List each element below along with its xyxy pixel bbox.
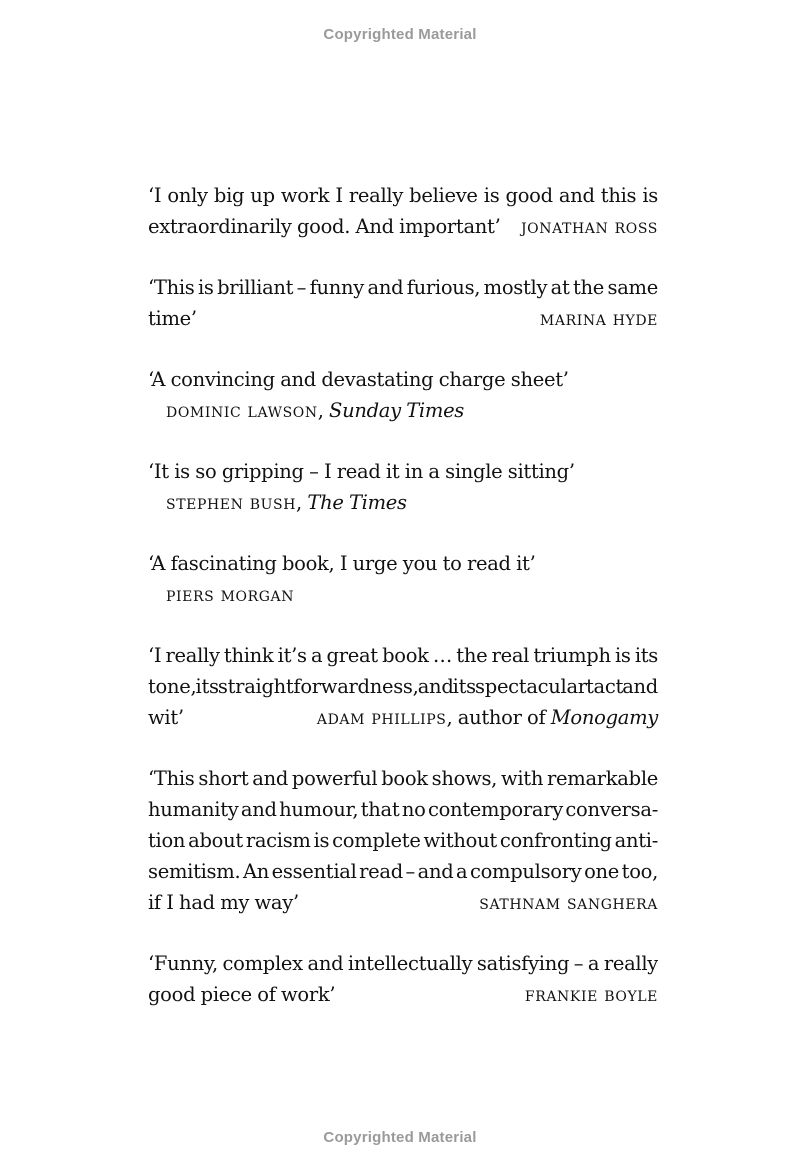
quote-line: ‘This short and powerful book shows, with remarkable bbox=[148, 767, 658, 790]
attribution-publication: The Times bbox=[307, 491, 407, 514]
praise-quotes bbox=[148, 180, 658, 1040]
quote-text: wit’ bbox=[148, 706, 184, 729]
blurb-stephen-bush bbox=[148, 456, 658, 518]
quote-text: ‘A convincing and devastating charge sheet’ bbox=[148, 368, 569, 391]
attribution-publication: Monogamy bbox=[550, 706, 658, 729]
attribution-name: marina hyde bbox=[539, 307, 658, 330]
blurb-piers-morgan bbox=[148, 548, 658, 610]
quote-text: if I had my way’ bbox=[148, 891, 299, 914]
quote-line: tone, its straightforwardness, and its spectacular tact and bbox=[148, 675, 658, 698]
blurb-dominic-lawson bbox=[148, 364, 658, 426]
quote-text: good piece of work’ bbox=[148, 983, 336, 1006]
quote-last-line bbox=[148, 211, 658, 242]
attribution bbox=[166, 487, 658, 518]
blurb-marina-hyde bbox=[148, 272, 658, 334]
quote-line: tion about racism is complete without confronting anti- bbox=[148, 829, 658, 852]
quote-last-line bbox=[148, 702, 658, 733]
attribution-name: adam phillips bbox=[316, 706, 447, 729]
attribution-separator: , author of bbox=[446, 706, 551, 729]
attribution-name: sathnam sanghera bbox=[479, 891, 658, 914]
blurb-adam-phillips bbox=[148, 640, 658, 733]
attribution-publication: Sunday Times bbox=[329, 399, 465, 422]
attribution-name: frankie boyle bbox=[524, 983, 658, 1006]
quote-last-line bbox=[148, 303, 658, 334]
attribution-name: stephen bush bbox=[166, 491, 297, 514]
quote-text: extraordinarily good. And important’ bbox=[148, 215, 501, 238]
quote-line: semitism. An essential read – and a compulsory one too, bbox=[148, 860, 658, 883]
copyright-watermark-top: Copyrighted Material bbox=[323, 26, 477, 43]
attribution-name: jonathan ross bbox=[520, 215, 658, 238]
attribution-separator: , bbox=[317, 399, 330, 422]
blurb-sathnam-sanghera bbox=[148, 763, 658, 918]
copyright-watermark-bottom: Copyrighted Material bbox=[323, 1129, 477, 1146]
quote-text: ‘A fascinating book, I urge you to read it’ bbox=[148, 552, 536, 575]
blurb-jonathan-ross bbox=[148, 180, 658, 242]
attribution bbox=[317, 702, 658, 733]
attribution bbox=[166, 579, 658, 610]
quote-last-line bbox=[148, 979, 658, 1010]
blurb-frankie-boyle bbox=[148, 948, 658, 1010]
quote-last-line bbox=[148, 887, 658, 918]
quote-line: ‘Funny, complex and intellectually satisfying – a really bbox=[148, 952, 658, 975]
quote-text: ‘It is so gripping – I read it in a single sitting’ bbox=[148, 460, 575, 483]
quote-line: ‘This is brilliant – funny and furious, mostly at the same bbox=[148, 276, 658, 299]
quote-line: humanity and humour, that no contemporary conversa- bbox=[148, 798, 658, 821]
attribution-name: dominic lawson bbox=[166, 399, 318, 422]
attribution-name: piers morgan bbox=[166, 583, 295, 606]
quote-text: time’ bbox=[148, 307, 197, 330]
attribution-separator: , bbox=[296, 491, 308, 514]
quote-line: ‘I really think it’s a great book … the real triumph is its bbox=[148, 644, 658, 667]
quote-line: ‘I only big up work I really believe is good and this is bbox=[148, 184, 658, 207]
attribution bbox=[166, 395, 658, 426]
